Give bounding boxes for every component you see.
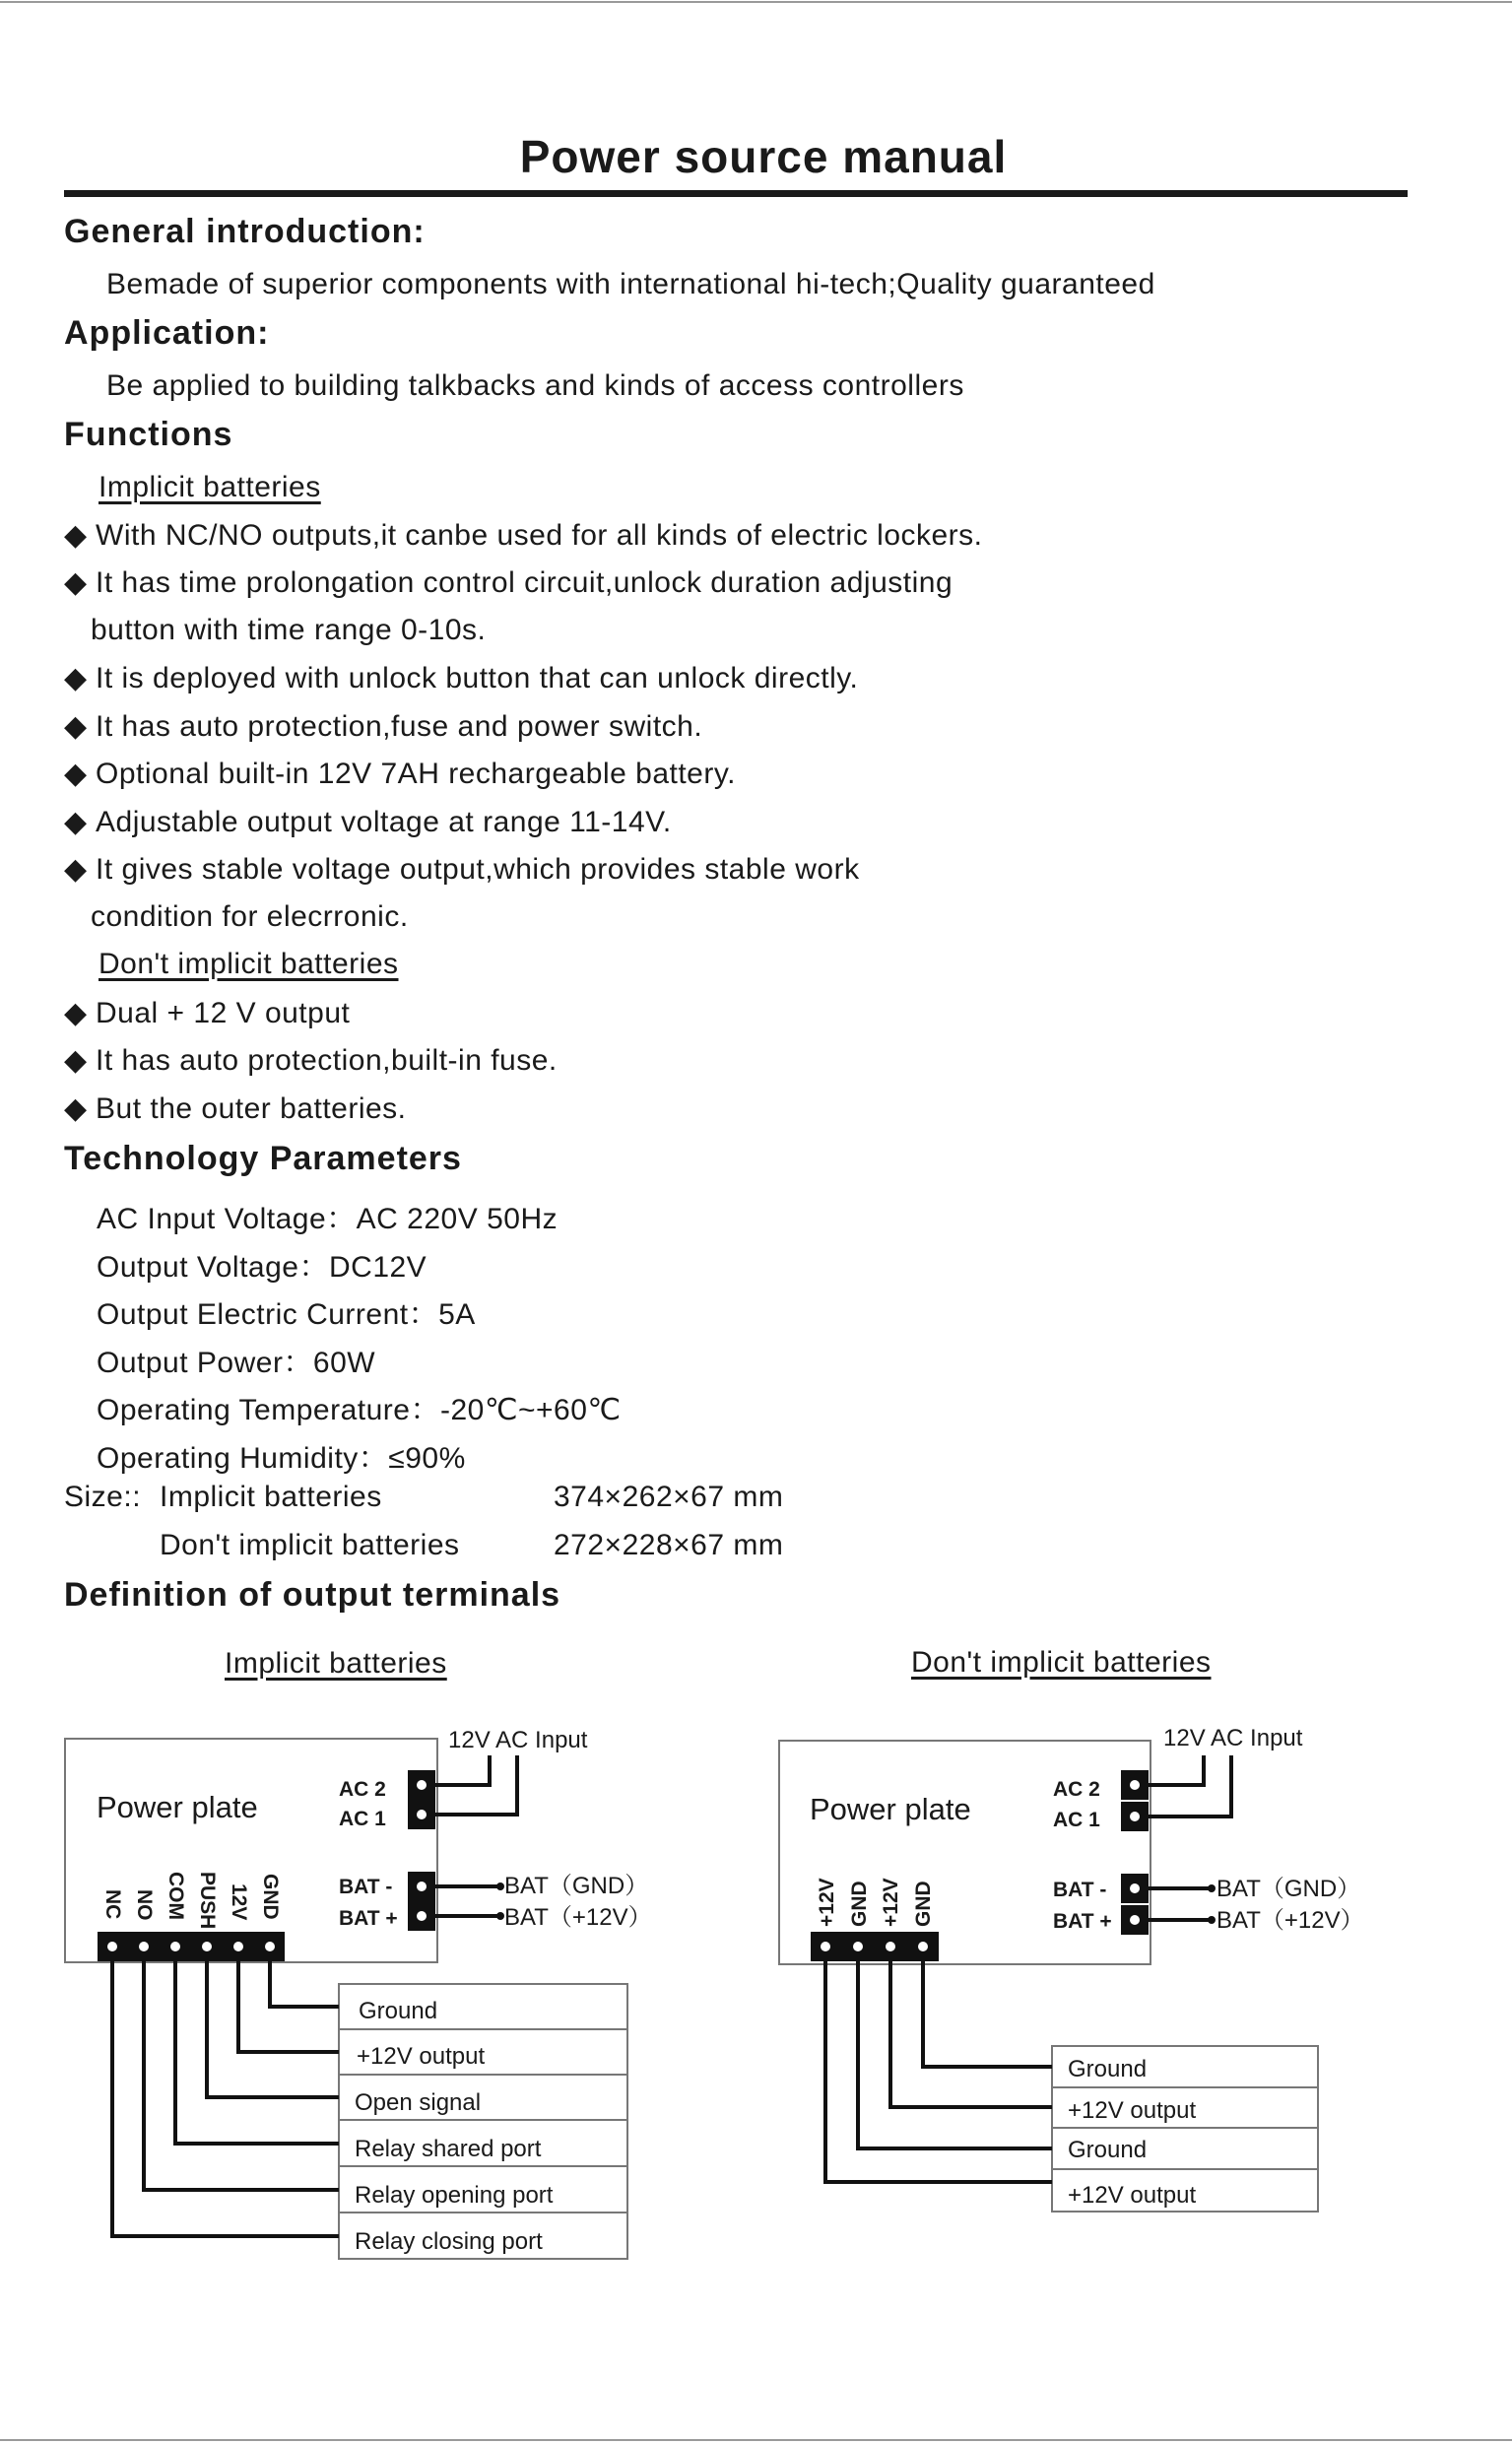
right-bat-minus-label: BAT - [1053, 1879, 1107, 1901]
left-no-screw-icon [139, 1942, 149, 1951]
right-pin4-screw-icon [918, 1942, 928, 1951]
right-12v-wire [890, 1961, 1052, 2107]
function-item: ◆ It has time prolongation control circuit,unlock duration adjusting [64, 566, 953, 599]
tech-param: Operating Temperature：-20℃~+60℃ [97, 1394, 622, 1426]
left-plate-label: Power plate [97, 1790, 258, 1824]
bullet-diamond-icon: ◆ [64, 997, 88, 1029]
left-pin-label: COM [164, 1872, 187, 1920]
left-output-label: +12V output [357, 2043, 486, 2070]
page-title: Power source manual [519, 131, 1008, 182]
left-push-screw-icon [202, 1942, 212, 1951]
right-bat-plus-wire-end [1208, 1916, 1216, 1924]
right-pin3-screw-icon [886, 1942, 895, 1951]
right-bat-plus-label: BAT + [1053, 1910, 1112, 1933]
left-push-wire [207, 1961, 339, 2097]
function-item: ◆ Dual + 12 V output [64, 997, 351, 1029]
right-bat-minus-screw-icon [1130, 1883, 1140, 1893]
left-gnd-wire [270, 1961, 339, 2007]
left-bat-minus-wire-end [496, 1883, 504, 1890]
right-ac2-wire [1149, 1755, 1204, 1785]
size-label: Size:: [64, 1481, 142, 1513]
right-pin-label: +12V [816, 1878, 838, 1927]
function-item-continuation: condition for elecrronic. [91, 900, 409, 933]
tech-param: Operating Humidity：≤90% [97, 1442, 466, 1475]
size-dont-value: 272×228×67 mm [554, 1529, 784, 1561]
bullet-diamond-icon: ◆ [64, 806, 88, 838]
left-com-screw-icon [170, 1942, 180, 1951]
left-12v-screw-icon [233, 1942, 243, 1951]
right-ac2-screw-icon [1130, 1780, 1140, 1790]
bullet-diamond-icon: ◆ [64, 1044, 88, 1077]
right-bat-plus-screw-icon [1130, 1915, 1140, 1925]
right-output-label: +12V output [1068, 2097, 1197, 2124]
bullet-diamond-icon: ◆ [64, 662, 88, 694]
left-ac2-wire [435, 1755, 490, 1785]
tech-param: Output Power：60W [97, 1347, 376, 1379]
right-ac1-label: AC 1 [1053, 1809, 1100, 1831]
right-diagram-title: Don't implicit batteries [911, 1646, 1212, 1679]
functions-heading: Functions [64, 416, 233, 453]
left-ac-input-label: 12V AC Input [448, 1727, 588, 1753]
left-bat-gnd-label: BAT（GND） [504, 1873, 649, 1899]
left-ac1-screw-icon [417, 1810, 427, 1819]
left-ac2-screw-icon [417, 1780, 427, 1790]
right-output-label: Ground [1068, 2137, 1148, 2163]
dont-implicit-subheading: Don't implicit batteries [99, 948, 399, 980]
bullet-diamond-icon: ◆ [64, 519, 88, 552]
left-ac2-label: AC 2 [339, 1778, 386, 1801]
left-bat-12v-label: BAT（+12V） [504, 1904, 652, 1931]
tech-param: AC Input Voltage：AC 220V 50Hz [97, 1203, 559, 1235]
application-heading: Application: [64, 314, 270, 352]
left-no-wire [144, 1961, 339, 2190]
right-pin2-screw-icon [853, 1942, 863, 1951]
left-wiring-diagram [65, 1727, 652, 2259]
left-bat-minus-screw-icon [417, 1882, 427, 1891]
function-item: ◆ Adjustable output voltage at range 11-14V. [64, 806, 672, 838]
left-bat-plus-screw-icon [417, 1911, 427, 1921]
right-bat-12v-label: BAT（+12V） [1216, 1907, 1364, 1934]
left-output-label: Relay closing port [355, 2228, 543, 2255]
implicit-subheading: Implicit batteries [99, 471, 321, 503]
function-item: ◆ Optional built-in 12V 7AH rechargeable battery. [64, 758, 736, 790]
function-item: ◆ It is deployed with unlock button that can unlock directly. [64, 662, 859, 694]
left-pin-label: NC [101, 1889, 124, 1920]
left-ac1-label: AC 1 [339, 1808, 386, 1830]
bottom-border [0, 2439, 1512, 2441]
left-bat-plus-label: BAT + [339, 1907, 398, 1930]
right-ac2-label: AC 2 [1053, 1778, 1100, 1801]
function-item: ◆ But the outer batteries. [64, 1092, 407, 1125]
size-implicit-value: 374×262×67 mm [554, 1481, 784, 1513]
bullet-diamond-icon: ◆ [64, 758, 88, 790]
right-bat-minus-wire-end [1208, 1884, 1216, 1892]
left-bat-minus-label: BAT - [339, 1876, 393, 1898]
right-gnd-wire [923, 1961, 1052, 2067]
right-bat-gnd-label: BAT（GND） [1216, 1876, 1361, 1902]
left-output-label: Relay shared port [355, 2136, 542, 2162]
function-item: ◆ It has auto protection,fuse and power switch. [64, 710, 703, 743]
function-item-continuation: button with time range 0-10s. [91, 614, 487, 646]
left-gnd-screw-icon [265, 1942, 275, 1951]
left-pin-label: GND [259, 1874, 282, 1920]
right-output-label: Ground [1068, 2056, 1148, 2082]
left-pin-label: NO [133, 1889, 156, 1921]
right-pin1-screw-icon [821, 1942, 830, 1951]
size-dont-label: Don't implicit batteries [160, 1529, 460, 1561]
function-item: ◆ With NC/NO outputs,it canbe used for all kinds of electric lockers. [64, 519, 983, 552]
bullet-diamond-icon: ◆ [64, 566, 88, 599]
left-bat-plus-wire-end [496, 1912, 504, 1920]
function-item: ◆ It has auto protection,built-in fuse. [64, 1044, 558, 1077]
general-heading: General introduction: [64, 213, 426, 250]
right-gnd-wire-2 [858, 1961, 1052, 2148]
left-pin-label: 12V [228, 1883, 250, 1921]
general-text: Bemade of superior components with international hi-tech;Quality guaranteed [106, 268, 1155, 300]
application-text: Be applied to building talkbacks and kinds of access controllers [106, 369, 964, 402]
left-nc-screw-icon [107, 1942, 117, 1951]
size-implicit-label: Implicit batteries [160, 1481, 382, 1513]
bullet-diamond-icon: ◆ [64, 710, 88, 743]
left-pin-strip [98, 1932, 285, 1961]
terminals-heading: Definition of output terminals [64, 1576, 561, 1614]
right-output-label: +12V output [1068, 2182, 1197, 2209]
right-wiring-diagram [779, 1725, 1364, 2212]
function-item: ◆ It gives stable voltage output,which provides stable work [64, 853, 860, 886]
left-pin-label: PUSH [196, 1872, 219, 1930]
right-pin-label: GND [912, 1881, 935, 1927]
tech-heading: Technology Parameters [64, 1140, 462, 1177]
tech-param: Output Voltage：DC12V [97, 1251, 427, 1284]
bullet-diamond-icon: ◆ [64, 1092, 88, 1125]
right-ac-input-label: 12V AC Input [1163, 1725, 1303, 1751]
right-plate-label: Power plate [810, 1792, 971, 1826]
left-output-table [339, 1984, 627, 2259]
right-ac1-screw-icon [1130, 1812, 1140, 1821]
left-output-label: Relay opening port [355, 2182, 554, 2209]
tech-param: Output Electric Current：5A [97, 1298, 476, 1331]
right-pin-label: +12V [880, 1878, 902, 1927]
left-output-label: Ground [359, 1998, 438, 2024]
left-output-label: Open signal [355, 2089, 482, 2116]
right-pin-label: GND [848, 1881, 871, 1927]
bullet-diamond-icon: ◆ [64, 853, 88, 886]
left-diagram-title: Implicit batteries [225, 1647, 447, 1680]
